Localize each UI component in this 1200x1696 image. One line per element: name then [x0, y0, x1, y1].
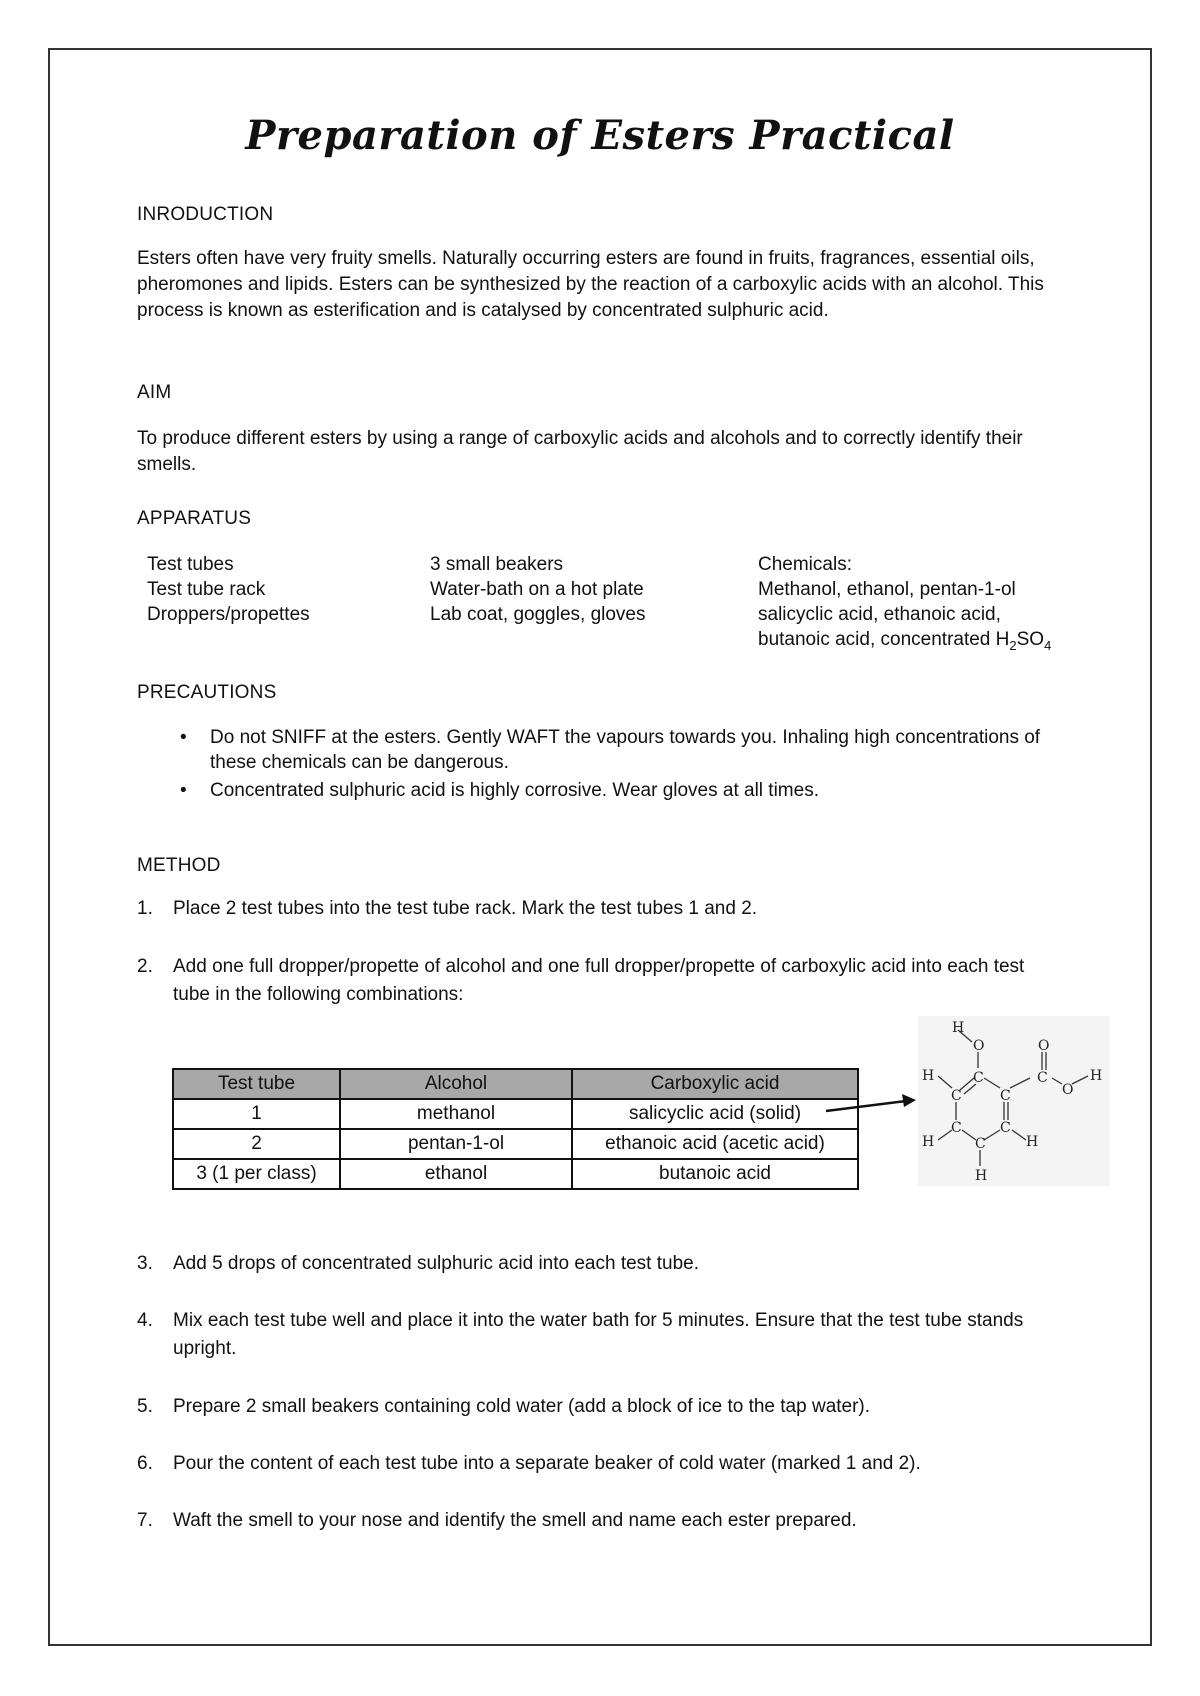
apparatus-item: Droppers/propettes: [147, 604, 310, 625]
list-item: • Concentrated sulphuric acid is highly corrosive. Wear gloves at all times.: [180, 780, 819, 801]
table-cell: methanol: [340, 1099, 572, 1129]
table-cell: ethanoic acid (acetic acid): [572, 1129, 858, 1159]
molecule-atom-label: H: [922, 1068, 935, 1084]
molecule-atom-label: H: [952, 1020, 965, 1036]
bullet-icon: •: [180, 727, 187, 748]
molecule-atom-label: O: [973, 1038, 985, 1054]
precautions-heading: PRECAUTIONS: [137, 682, 277, 703]
table-header-row: [173, 1069, 858, 1099]
molecule-atom-label: C: [951, 1120, 962, 1136]
molecule-atom-label: C: [1037, 1070, 1048, 1086]
apparatus-heading: APPARATUS: [137, 508, 252, 529]
method-step: 1. Place 2 test tubes into the test tube rack. Mark the test tubes 1 and 2.: [137, 898, 758, 919]
introduction-heading: INRODUCTION: [137, 204, 274, 225]
apparatus-item: Lab coat, goggles, gloves: [430, 604, 646, 625]
apparatus-item-formula: butanoic acid, concentrated $H_2SO_4$: [758, 629, 1052, 653]
molecule-atom-label: H: [1090, 1068, 1103, 1084]
table-cell: salicyclic acid (solid): [572, 1099, 858, 1129]
apparatus-item: Test tubes: [147, 554, 234, 575]
bullet-icon: •: [180, 780, 187, 801]
molecule-atom-label: C: [975, 1136, 986, 1152]
precautions-list: [180, 725, 1060, 806]
table-row: [173, 1099, 858, 1129]
method-step: 5. Prepare 2 small beakers containing cold water (add a block of ice to the tap water).: [137, 1396, 871, 1417]
method-step: 2. Add one full dropper/propette of alcohol and one full dropper/propette of carboxylic acid into each test tube in the following combinations:: [137, 956, 1025, 1005]
table-cell: 2: [173, 1129, 340, 1159]
table-header: Carboxylic acid: [572, 1069, 858, 1099]
method-step: 6. Pour the content of each test tube into a separate beaker of cold water (marked 1 and 2).: [137, 1453, 921, 1474]
molecule-atom-label: H: [975, 1168, 988, 1184]
molecule-atom-label: H: [922, 1134, 935, 1150]
apparatus-column-2: [430, 552, 646, 627]
apparatus-column-1: [147, 552, 310, 627]
table-row: [173, 1159, 858, 1189]
table-header: Test tube: [173, 1069, 340, 1099]
table-cell: 1: [173, 1099, 340, 1129]
apparatus-item: 3 small beakers: [430, 554, 564, 575]
molecule-atom-label: H: [1026, 1134, 1039, 1150]
apparatus-item: Chemicals:: [758, 554, 852, 575]
aim-text: To produce different esters by using a range of carboxylic acids and alcohols and to correctly identify their smells.: [137, 428, 1023, 475]
table-row: [173, 1129, 858, 1159]
apparatus-item: Methanol, ethanol, pentan-1-ol: [758, 579, 1016, 600]
molecule-atom-label: O: [1062, 1082, 1074, 1098]
molecule-atom-label: C: [1000, 1120, 1011, 1136]
method-step: 3. Add 5 drops of concentrated sulphuric acid into each test tube.: [137, 1253, 699, 1274]
table-cell: pentan-1-ol: [340, 1129, 572, 1159]
apparatus-item: Water-bath on a hot plate: [430, 579, 644, 600]
aim-heading: AIM: [137, 382, 172, 403]
molecule-atom-label: C: [951, 1088, 962, 1104]
molecule-atom-label: C: [973, 1070, 984, 1086]
table-cell: 3 (1 per class): [173, 1159, 340, 1189]
method-heading: METHOD: [137, 855, 221, 876]
table-cell: ethanol: [340, 1159, 572, 1189]
table-header: Alcohol: [340, 1069, 572, 1099]
pointer-arrow-icon: [820, 1090, 920, 1120]
introduction-text: Esters often have very fruity smells. Naturally occurring esters are found in fruits, fragrances, essential oils, pheromones and lipids. Esters can be synthesized by the reaction of a carboxylic acids with an alcohol. This process is known as esterification and is catalysed by concentrated sulphuric acid.: [137, 248, 1044, 321]
combinations-table: [172, 1068, 859, 1190]
apparatus-item: salicyclic acid, ethanoic acid,: [758, 604, 1001, 625]
molecule-atom-label: C: [1000, 1088, 1011, 1104]
apparatus-column-3: [758, 552, 1051, 658]
page-title: Preparation of Esters Practical: [245, 112, 955, 159]
method-step: 4. Mix each test tube well and place it into the water bath for 5 minutes. Ensure that the test tube stands upright.: [137, 1310, 1024, 1359]
apparatus-item: Test tube rack: [147, 579, 266, 600]
list-item: • Do not SNIFF at the esters. Gently WAFT the vapours towards you. Inhaling high concentrations of these chemicals can be dangerous.: [180, 727, 1041, 773]
molecule-atom-label: O: [1038, 1038, 1050, 1054]
method-step: 7. Waft the smell to your nose and identify the smell and name each ester prepared.: [137, 1510, 857, 1531]
salicylic-acid-structure: [918, 1016, 1110, 1186]
table-cell: butanoic acid: [572, 1159, 858, 1189]
